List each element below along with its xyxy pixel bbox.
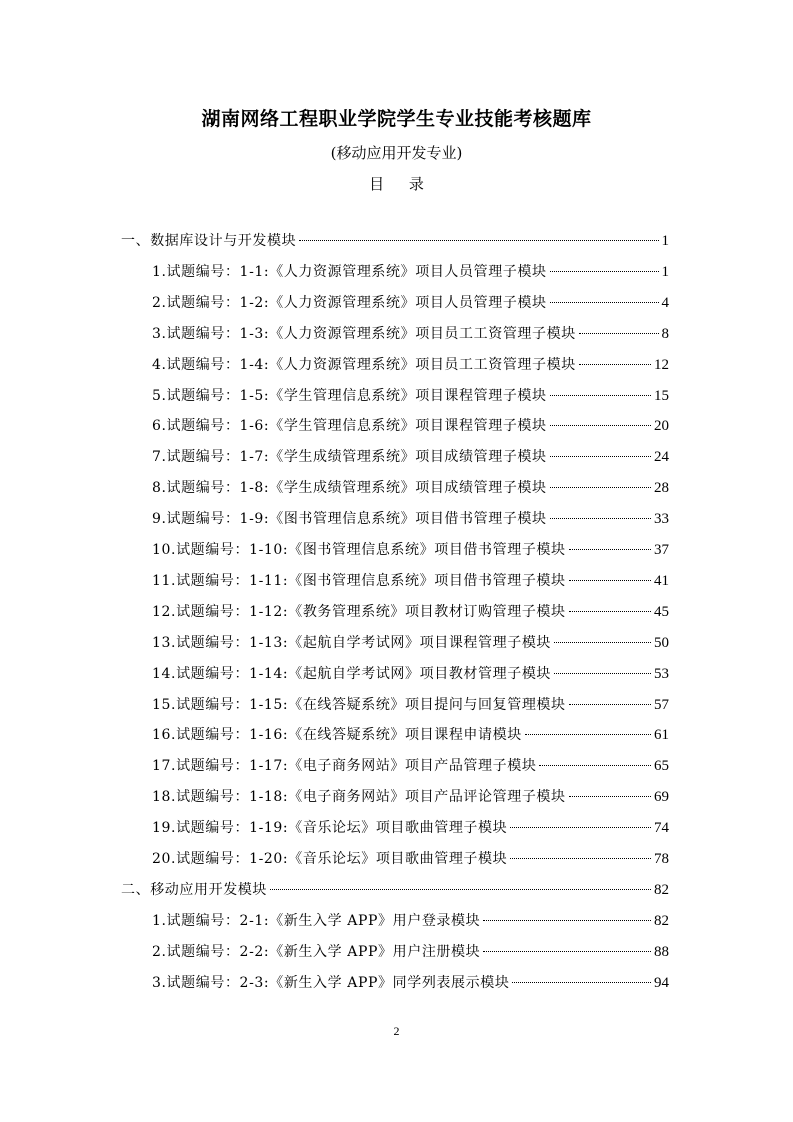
toc-entry[interactable] xyxy=(121,879,669,901)
toc-entry-title: 5.试题编号：1-5:《学生管理信息系统》项目课程管理子模块 xyxy=(152,388,547,404)
toc-entry-title: 二、移动应用开发模块 xyxy=(121,882,267,898)
toc-entry-title: 19.试题编号：1-19:《音乐论坛》项目歌曲管理子模块 xyxy=(152,820,508,836)
toc-entry[interactable] xyxy=(152,292,669,314)
toc-leader-dots xyxy=(299,240,658,241)
toc-entry-title: 6.试题编号：1-6:《学生管理信息系统》项目课程管理子模块 xyxy=(152,418,547,434)
toc-leader-dots xyxy=(550,425,651,426)
toc-entry-page: 94 xyxy=(654,975,669,991)
toc-leader-dots xyxy=(483,920,651,921)
toc-leader-dots xyxy=(554,673,651,674)
toc-leader-dots xyxy=(270,889,651,890)
toc-entry-title: 9.试题编号：1-9:《图书管理信息系统》项目借书管理子模块 xyxy=(152,511,547,527)
toc-entry[interactable] xyxy=(152,694,669,716)
toc-entry-page: 78 xyxy=(654,851,669,867)
toc-entry-page: 57 xyxy=(654,697,669,713)
toc-entry-page: 15 xyxy=(654,388,669,404)
toc-entry[interactable] xyxy=(152,910,669,932)
toc-entry[interactable] xyxy=(152,477,669,499)
toc-entry-title: 一、数据库设计与开发模块 xyxy=(121,233,297,249)
toc-entry-title: 4.试题编号：1-4:《人力资源管理系统》项目员工工资管理子模块 xyxy=(152,357,576,373)
toc-entry-title: 3.试题编号：1-3:《人力资源管理系统》项目员工工资管理子模块 xyxy=(152,326,576,342)
toc-leader-dots xyxy=(569,611,651,612)
toc-entry-page: 33 xyxy=(654,511,669,527)
toc-entry[interactable] xyxy=(152,848,669,870)
toc-entry-title: 3.试题编号：2-3:《新生入学 APP》同学列表展示模块 xyxy=(152,975,510,991)
toc-entry-title: 16.试题编号：1-16:《在线答疑系统》项目课程申请模块 xyxy=(152,727,522,743)
toc-entry[interactable] xyxy=(152,415,669,437)
toc-entry-page: 50 xyxy=(654,635,669,651)
toc-leader-dots xyxy=(569,580,651,581)
toc-entry[interactable] xyxy=(152,323,669,345)
toc-leader-dots xyxy=(550,302,659,303)
toc-leader-dots xyxy=(550,456,651,457)
document-title: 湖南网络工程职业学院学生专业技能考核题库 xyxy=(201,108,592,130)
toc-entry[interactable] xyxy=(152,570,669,592)
toc-entry[interactable] xyxy=(152,539,669,561)
toc-entry-title: 2.试题编号：1-2:《人力资源管理系统》项目人员管理子模块 xyxy=(152,295,547,311)
toc-entry[interactable] xyxy=(152,817,669,839)
toc-leader-dots xyxy=(569,704,651,705)
toc-entry-page: 1 xyxy=(661,233,669,249)
toc-entry-title: 13.试题编号：1-13:《起航自学考试网》项目课程管理子模块 xyxy=(152,635,552,651)
toc-entry-page: 65 xyxy=(654,758,669,774)
toc-leader-dots xyxy=(579,333,659,334)
toc-entry[interactable] xyxy=(152,354,669,376)
toc-entry-title: 17.试题编号：1-17:《电子商务网站》项目产品管理子模块 xyxy=(152,758,537,774)
toc-entry[interactable] xyxy=(152,601,669,623)
toc-entry-page: 53 xyxy=(654,666,669,682)
toc-entry-page: 8 xyxy=(661,326,669,342)
toc-entry[interactable] xyxy=(152,755,669,777)
toc-entry-title: 1.试题编号：2-1:《新生入学 APP》用户登录模块 xyxy=(152,913,481,929)
toc-entry[interactable] xyxy=(152,724,669,746)
toc-entry-page: 82 xyxy=(654,882,669,898)
toc-entry-page: 1 xyxy=(661,264,669,280)
toc-entry-page: 20 xyxy=(654,418,669,434)
toc-entry[interactable] xyxy=(152,972,669,994)
toc-entry-page: 45 xyxy=(654,604,669,620)
toc-leader-dots xyxy=(550,395,651,396)
toc-entry[interactable] xyxy=(152,786,669,808)
toc-entry-title: 10.试题编号：1-10:《图书管理信息系统》项目借书管理子模块 xyxy=(152,542,566,558)
toc-entry-title: 18.试题编号：1-18:《电子商务网站》项目产品评论管理子模块 xyxy=(152,789,566,805)
toc-entry-page: 74 xyxy=(654,820,669,836)
toc-entry-title: 8.试题编号：1-8:《学生成绩管理系统》项目成绩管理子模块 xyxy=(152,480,547,496)
toc-leader-dots xyxy=(525,734,651,735)
document-subtitle: (移动应用开发专业) xyxy=(330,144,463,162)
toc-leader-dots xyxy=(510,858,651,859)
toc-entry-page: 69 xyxy=(654,789,669,805)
toc-leader-dots xyxy=(550,487,651,488)
toc-leader-dots xyxy=(512,982,651,983)
toc-entry-title: 1.试题编号：1-1:《人力资源管理系统》项目人员管理子模块 xyxy=(152,264,547,280)
toc-entry[interactable] xyxy=(152,941,669,963)
toc-heading: 目 录 xyxy=(369,175,434,193)
toc-leader-dots xyxy=(510,827,651,828)
toc-entry[interactable] xyxy=(152,663,669,685)
toc-entry-page: 28 xyxy=(654,480,669,496)
toc-entry-title: 2.试题编号：2-2:《新生入学 APP》用户注册模块 xyxy=(152,944,481,960)
toc-entry-page: 41 xyxy=(654,573,669,589)
toc-entry-title: 11.试题编号：1-11:《图书管理信息系统》项目借书管理子模块 xyxy=(152,573,566,589)
toc-entry-page: 88 xyxy=(654,944,669,960)
toc-entry-title: 20.试题编号：1-20:《音乐论坛》项目歌曲管理子模块 xyxy=(152,851,508,867)
toc-entry[interactable] xyxy=(152,446,669,468)
toc-entry-title: 12.试题编号：1-12:《教务管理系统》项目教材订购管理子模块 xyxy=(152,604,566,620)
toc-leader-dots xyxy=(539,765,651,766)
toc-entry[interactable] xyxy=(121,230,669,252)
toc-leader-dots xyxy=(579,364,651,365)
toc-leader-dots xyxy=(569,796,651,797)
toc-leader-dots xyxy=(550,271,659,272)
toc-entry-page: 82 xyxy=(654,913,669,929)
toc-leader-dots xyxy=(483,951,651,952)
toc-entry-page: 4 xyxy=(661,295,669,311)
toc-entry-page: 61 xyxy=(654,727,669,743)
toc-leader-dots xyxy=(554,642,651,643)
toc-entry[interactable] xyxy=(152,632,669,654)
page-number: 2 xyxy=(393,1024,400,1038)
toc-entry-page: 37 xyxy=(654,542,669,558)
toc-entry-title: 15.试题编号：1-15:《在线答疑系统》项目提问与回复管理模块 xyxy=(152,697,566,713)
toc-entry-title: 7.试题编号：1-7:《学生成绩管理系统》项目成绩管理子模块 xyxy=(152,449,547,465)
toc-entry-title: 14.试题编号：1-14:《起航自学考试网》项目教材管理子模块 xyxy=(152,666,552,682)
toc-entry[interactable] xyxy=(152,508,669,530)
toc-leader-dots xyxy=(569,549,651,550)
toc-entry[interactable] xyxy=(152,261,669,283)
toc-entry[interactable] xyxy=(152,385,669,407)
toc-leader-dots xyxy=(550,518,651,519)
toc-entry-page: 24 xyxy=(654,449,669,465)
toc-entry-page: 12 xyxy=(654,357,669,373)
